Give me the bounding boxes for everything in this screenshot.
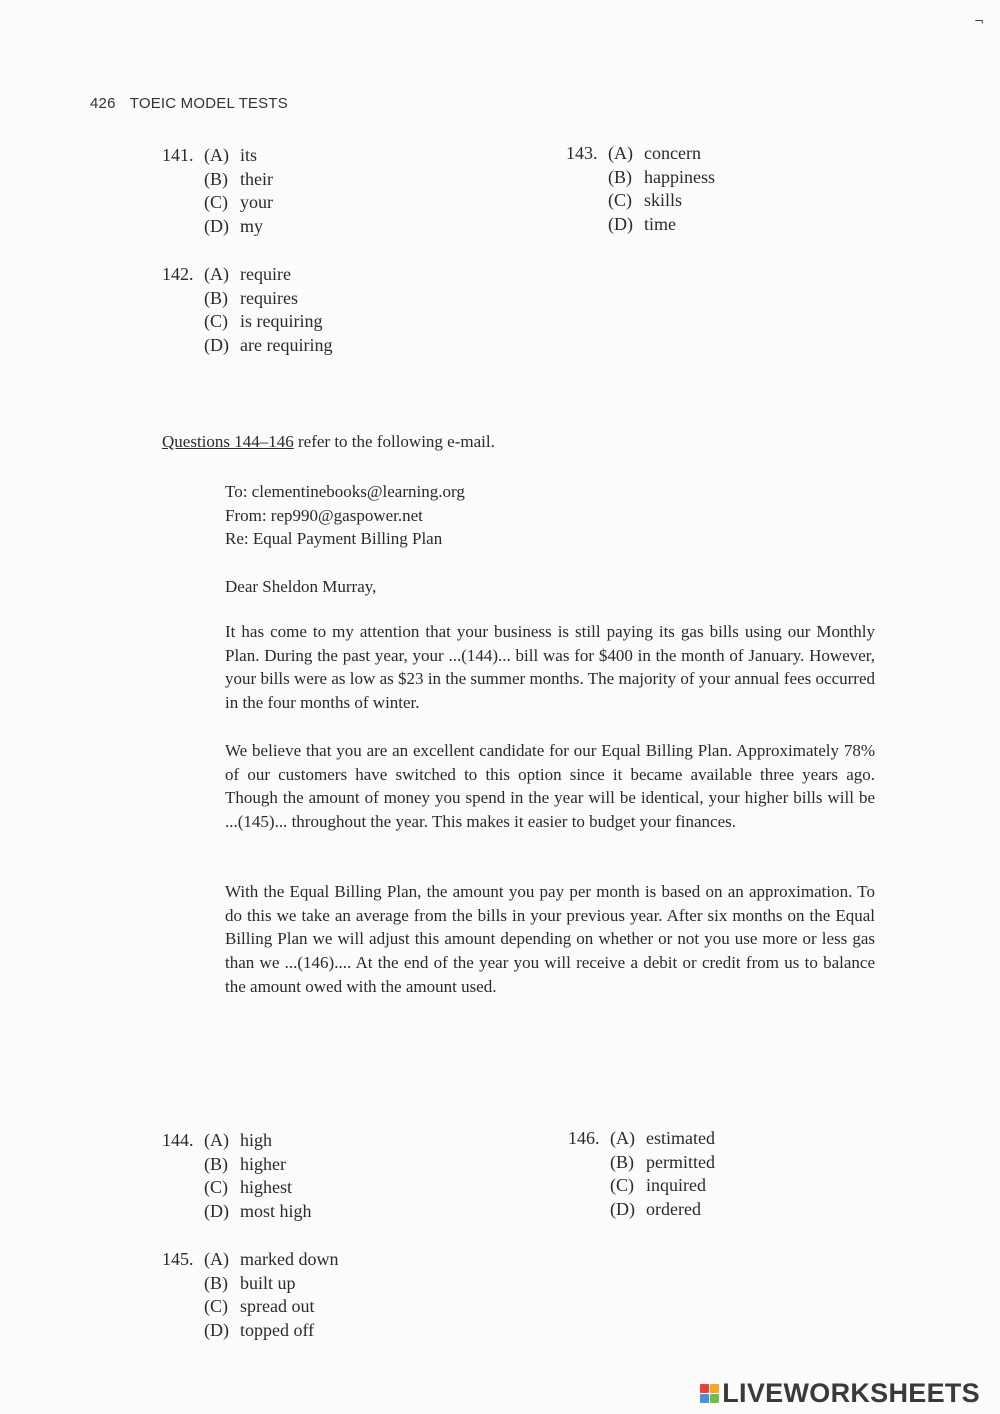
option-letter: (C) [204, 1296, 228, 1317]
option-letter: (D) [204, 335, 229, 356]
option-letter: (A) [610, 1128, 635, 1148]
email-to: To: clementinebooks@learning.org [225, 482, 465, 501]
option-text[interactable]: spread out [240, 1296, 315, 1317]
option-letter: (A) [608, 143, 633, 163]
option-letter: (B) [204, 1272, 228, 1293]
option-text[interactable]: time [644, 214, 676, 235]
page-number: 426 [90, 95, 116, 112]
question-146 [568, 1127, 715, 1222]
option-text[interactable]: your [240, 192, 273, 213]
brand-name: LIVEWORKSHEETS [722, 1378, 980, 1408]
option-letter: (A) [204, 1249, 229, 1269]
question-143 [566, 142, 715, 237]
option-letter: (B) [204, 287, 228, 308]
option-text[interactable]: requires [240, 287, 298, 308]
option-text[interactable]: happiness [644, 166, 715, 187]
corner-mark: ¬ [974, 14, 985, 28]
option-letter: (B) [610, 1151, 634, 1172]
question-number: 144. [162, 1130, 194, 1150]
email-from: From: rep990@gaspower.net [225, 505, 423, 525]
question-142 [162, 263, 332, 358]
option-letter: (B) [204, 168, 228, 189]
option-letter: (C) [608, 190, 632, 211]
option-text[interactable]: high [240, 1130, 273, 1150]
question-number: 143. [566, 143, 598, 163]
email-paragraph-3: With the Equal Billing Plan, the amount you pay per month is based on an approximation. To do this we take an average from the bills in your previous year. After six months on the Equal Billing Plan we will adjust this amount depending on whether or not you use more or less gas than we ...(146).... At the end of the year you will receive a debit or credit from us to balance the amount owed with the amount used. [225, 882, 875, 996]
option-letter: (B) [608, 166, 632, 187]
option-text[interactable]: their [240, 168, 273, 189]
email-header [225, 480, 875, 551]
intro-text: refer to the following e-mail. [293, 432, 495, 451]
email-paragraph-1: It has come to my attention that your business is still paying its gas bills using our Monthly Plan. During the past year, your ...(144)... bill was for $400 in the month of January. However, your bills were as low as $23 in the summer months. The majority of your annual fees occurred in the four months of winter. [225, 622, 875, 713]
option-letter: (D) [204, 216, 229, 237]
option-letter: (A) [204, 1130, 229, 1150]
questions-range: Questions 144–146 [162, 432, 294, 451]
email-greeting: Dear Sheldon Murray, [225, 577, 377, 596]
option-letter: (D) [204, 1201, 229, 1222]
question-145 [162, 1248, 338, 1343]
liveworksheets-brand[interactable] [700, 1378, 980, 1409]
question-141 [162, 144, 273, 239]
option-text[interactable]: permitted [646, 1151, 715, 1172]
logo-square [700, 1394, 709, 1403]
option-text[interactable]: marked down [240, 1249, 339, 1269]
option-text[interactable]: most high [240, 1201, 312, 1222]
page-title: TOEIC MODEL TESTS [129, 95, 288, 112]
option-text[interactable]: skills [644, 190, 683, 211]
option-text[interactable]: my [240, 216, 264, 237]
logo-square [710, 1384, 719, 1393]
option-text[interactable]: is requiring [240, 311, 323, 332]
option-text[interactable]: its [240, 145, 258, 165]
option-letter: (D) [204, 1320, 229, 1341]
question-number: 142. [162, 264, 194, 284]
option-letter: (A) [204, 264, 229, 284]
option-text[interactable]: require [240, 264, 291, 284]
question-number: 141. [162, 145, 194, 165]
option-letter: (B) [204, 1153, 228, 1174]
option-letter: (D) [608, 214, 633, 235]
question-144 [162, 1129, 312, 1224]
logo-square [700, 1384, 709, 1393]
option-text[interactable]: concern [644, 143, 701, 163]
option-text[interactable]: inquired [646, 1175, 706, 1196]
email-subject: Re: Equal Payment Billing Plan [225, 529, 443, 549]
option-letter: (C) [204, 311, 228, 332]
option-letter: (A) [204, 145, 229, 165]
question-number: 145. [162, 1249, 194, 1269]
passage-intro [162, 432, 495, 452]
logo-square [710, 1394, 719, 1403]
page-header [90, 95, 288, 112]
option-text[interactable]: higher [240, 1153, 286, 1174]
option-text[interactable]: topped off [240, 1320, 315, 1341]
option-text[interactable]: estimated [646, 1128, 715, 1148]
option-letter: (C) [204, 192, 228, 213]
email-paragraph-2: We believe that you are an excellent candidate for our Equal Billing Plan. Approximately 78% of our customers have switched to this option since it became available three years ago. Though the amount of money you spend in the year will be identical, your higher bills will be ...(145)... throughout the year. This makes it easier to budget your finances. [225, 741, 875, 832]
liveworksheets-logo-icon [700, 1384, 719, 1403]
question-number: 146. [568, 1128, 600, 1148]
option-letter: (C) [610, 1175, 634, 1196]
option-letter: (C) [204, 1177, 228, 1198]
option-text[interactable]: are requiring [240, 335, 333, 356]
option-text[interactable]: highest [240, 1177, 292, 1198]
option-text[interactable]: ordered [646, 1199, 701, 1220]
option-text[interactable]: built up [240, 1272, 296, 1293]
option-letter: (D) [610, 1199, 635, 1220]
